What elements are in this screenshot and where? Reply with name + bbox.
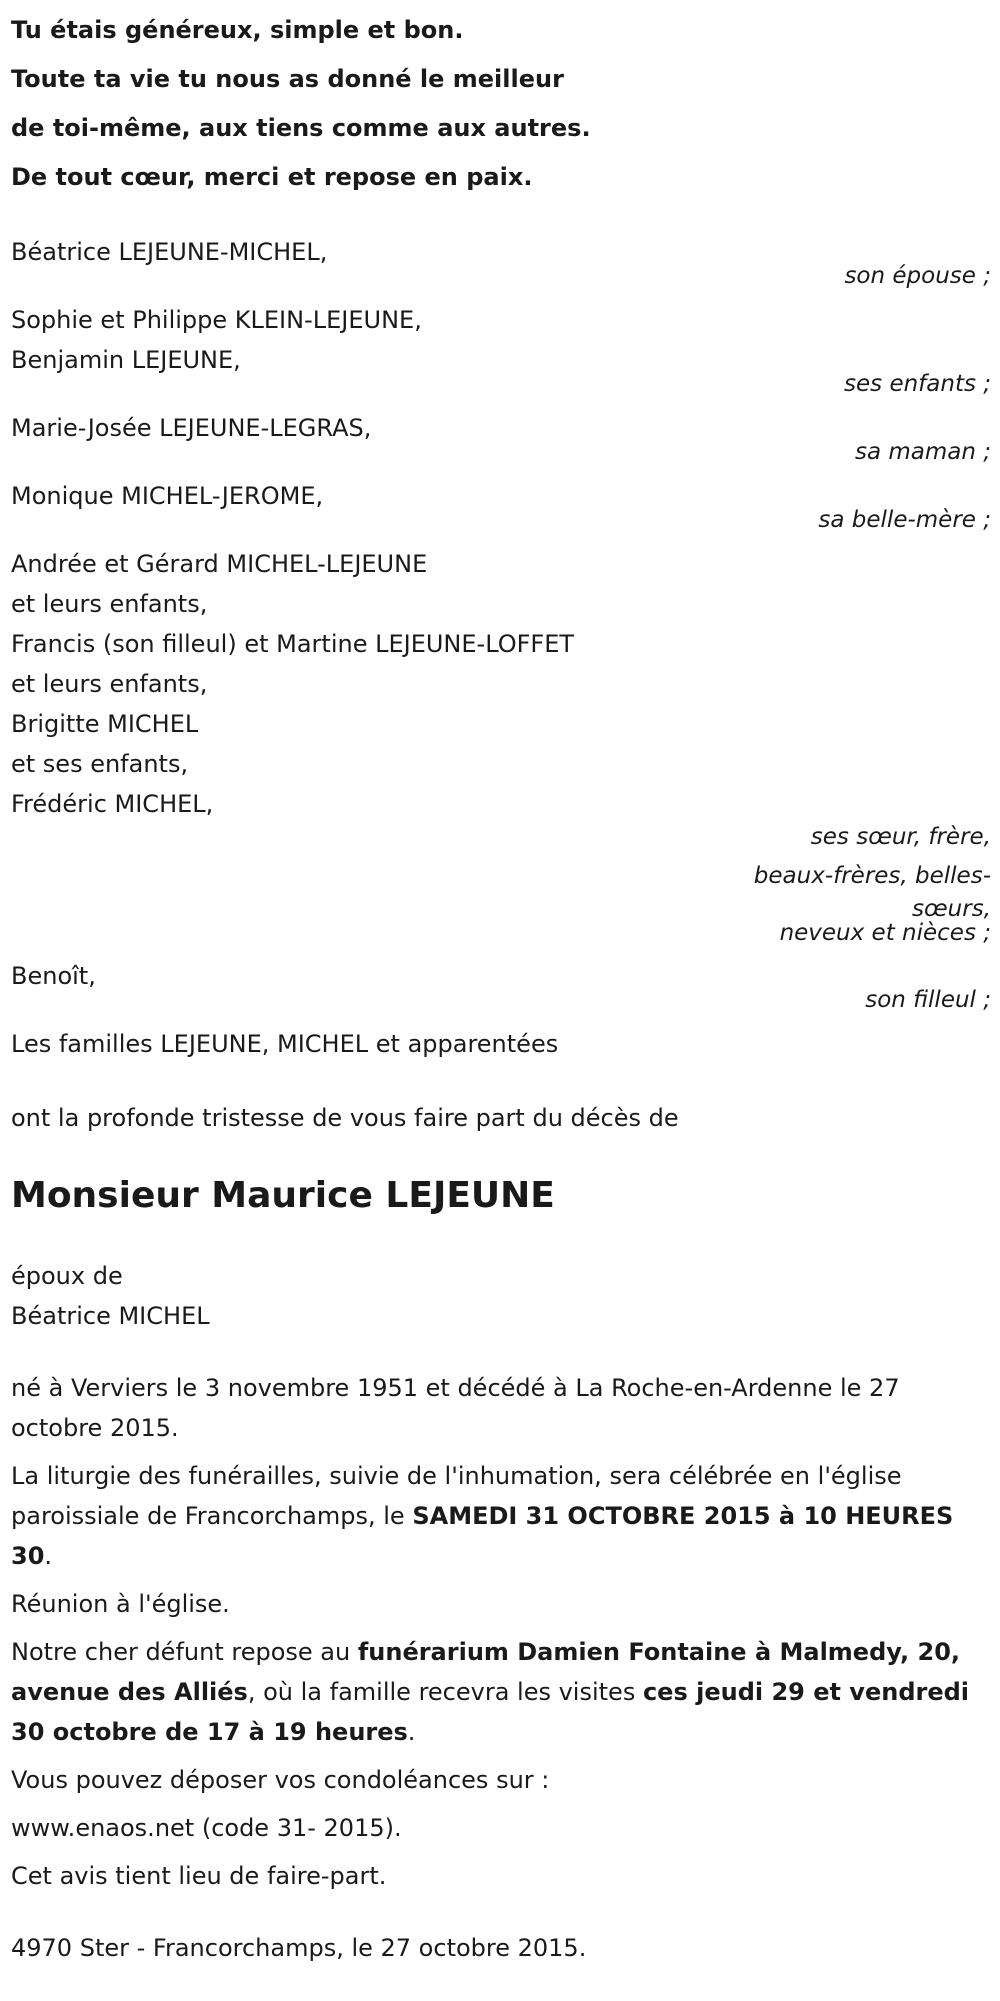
announcement: ont la profonde tristesse de vous faire part du décès de — [11, 1104, 679, 1132]
family-relation: beaux-frères, belles- — [753, 863, 991, 889]
visiting-hours: ces jeudi 29 et vendredi 30 octobre de 17 à 19 heures — [11, 1678, 970, 1746]
birth-death: né à Verviers le 3 novembre 1951 et décédé à La Roche-en-Ardenne le 27 octobre 2015. — [11, 1374, 900, 1442]
family-entry — [11, 408, 991, 472]
family-name: Andrée et Gérard MICHEL-LEJEUNE — [11, 550, 428, 578]
family-name: et leurs enfants, — [11, 590, 208, 618]
obituary-page — [0, 6, 990, 1968]
poem-line: Tu étais généreux, simple et bon. — [11, 16, 464, 44]
family-name: Marie-Josée LEJEUNE-LEGRAS, — [11, 414, 372, 442]
family-relation: ses enfants ; — [844, 371, 991, 397]
funeral-home: funérarium Damien Fontaine à Malmedy, 20, avenue des Alliés — [11, 1638, 961, 1706]
rest-text-1: Notre cher défunt repose au — [11, 1638, 358, 1666]
family-relation: son filleul ; — [865, 987, 991, 1013]
family-relation: sa belle-mère ; — [818, 507, 991, 533]
family-name: et leurs enfants, — [11, 670, 208, 698]
spouse-name: Béatrice MICHEL — [11, 1302, 210, 1330]
family-name: Sophie et Philippe KLEIN-LEJEUNE, — [11, 306, 422, 334]
family-entry — [11, 300, 991, 404]
rest-text-2: , où la famille recevra les visites — [247, 1678, 643, 1706]
spouse-block — [11, 1256, 990, 1336]
spouse-label: époux de — [11, 1262, 123, 1290]
poem-line: de toi-même, aux tiens comme aux autres. — [11, 114, 591, 142]
family-name: Les familles LEJEUNE, MICHEL et apparentées — [11, 1030, 559, 1058]
family-relation: sa maman ; — [854, 439, 991, 465]
rest-info — [11, 1632, 990, 1752]
liturgy-date: SAMEDI 31 OCTOBRE 2015 à 10 HEURES 30 — [11, 1502, 954, 1570]
family-entry — [11, 544, 991, 944]
liturgy-text: La liturgie des funérailles, suivie de l'inhumation, sera célébrée en l'église paroissiale de Francorchamps, le — [11, 1462, 902, 1530]
family-name: Francis (son filleul) et Martine LEJEUNE-LOFFET — [11, 630, 575, 658]
place-date: 4970 Ster - Francorchamps, le 27 octobre 2015. — [11, 1934, 587, 1962]
condolences: Vous pouvez déposer vos condoléances sur : — [11, 1766, 550, 1794]
family-entry — [11, 1024, 991, 1064]
family-name: Benjamin LEJEUNE, — [11, 346, 241, 374]
poem — [11, 6, 990, 202]
family-list — [11, 232, 991, 1064]
family-entry — [11, 956, 991, 1020]
family-relation: ses sœur, frère, — [810, 824, 991, 850]
meeting: Réunion à l'église. — [11, 1590, 230, 1618]
liturgy — [11, 1456, 990, 1576]
deceased-name: Monsieur Maurice LEJEUNE — [11, 1175, 555, 1216]
poem-line: De tout cœur, merci et repose en paix. — [11, 163, 533, 191]
family-relation: neveux et nièces ; — [779, 920, 991, 946]
family-name: et ses enfants, — [11, 750, 189, 778]
family-relation: sœurs, — [912, 896, 991, 922]
family-name: Brigitte MICHEL — [11, 710, 199, 738]
website: www.enaos.net (code 31- 2015). — [11, 1814, 402, 1842]
family-name: Frédéric MICHEL, — [11, 790, 214, 818]
family-name: Benoît, — [11, 962, 96, 990]
rest-text-3: . — [407, 1718, 416, 1746]
liturgy-end: . — [44, 1542, 53, 1570]
family-entry — [11, 476, 991, 540]
family-name: Béatrice LEJEUNE-MICHEL, — [11, 238, 328, 266]
family-name: Monique MICHEL-JEROME, — [11, 482, 324, 510]
poem-line: Toute ta vie tu nous as donné le meilleur — [11, 65, 564, 93]
notice: Cet avis tient lieu de faire-part. — [11, 1862, 387, 1890]
family-relation: son épouse ; — [844, 263, 991, 289]
family-entry — [11, 232, 991, 296]
